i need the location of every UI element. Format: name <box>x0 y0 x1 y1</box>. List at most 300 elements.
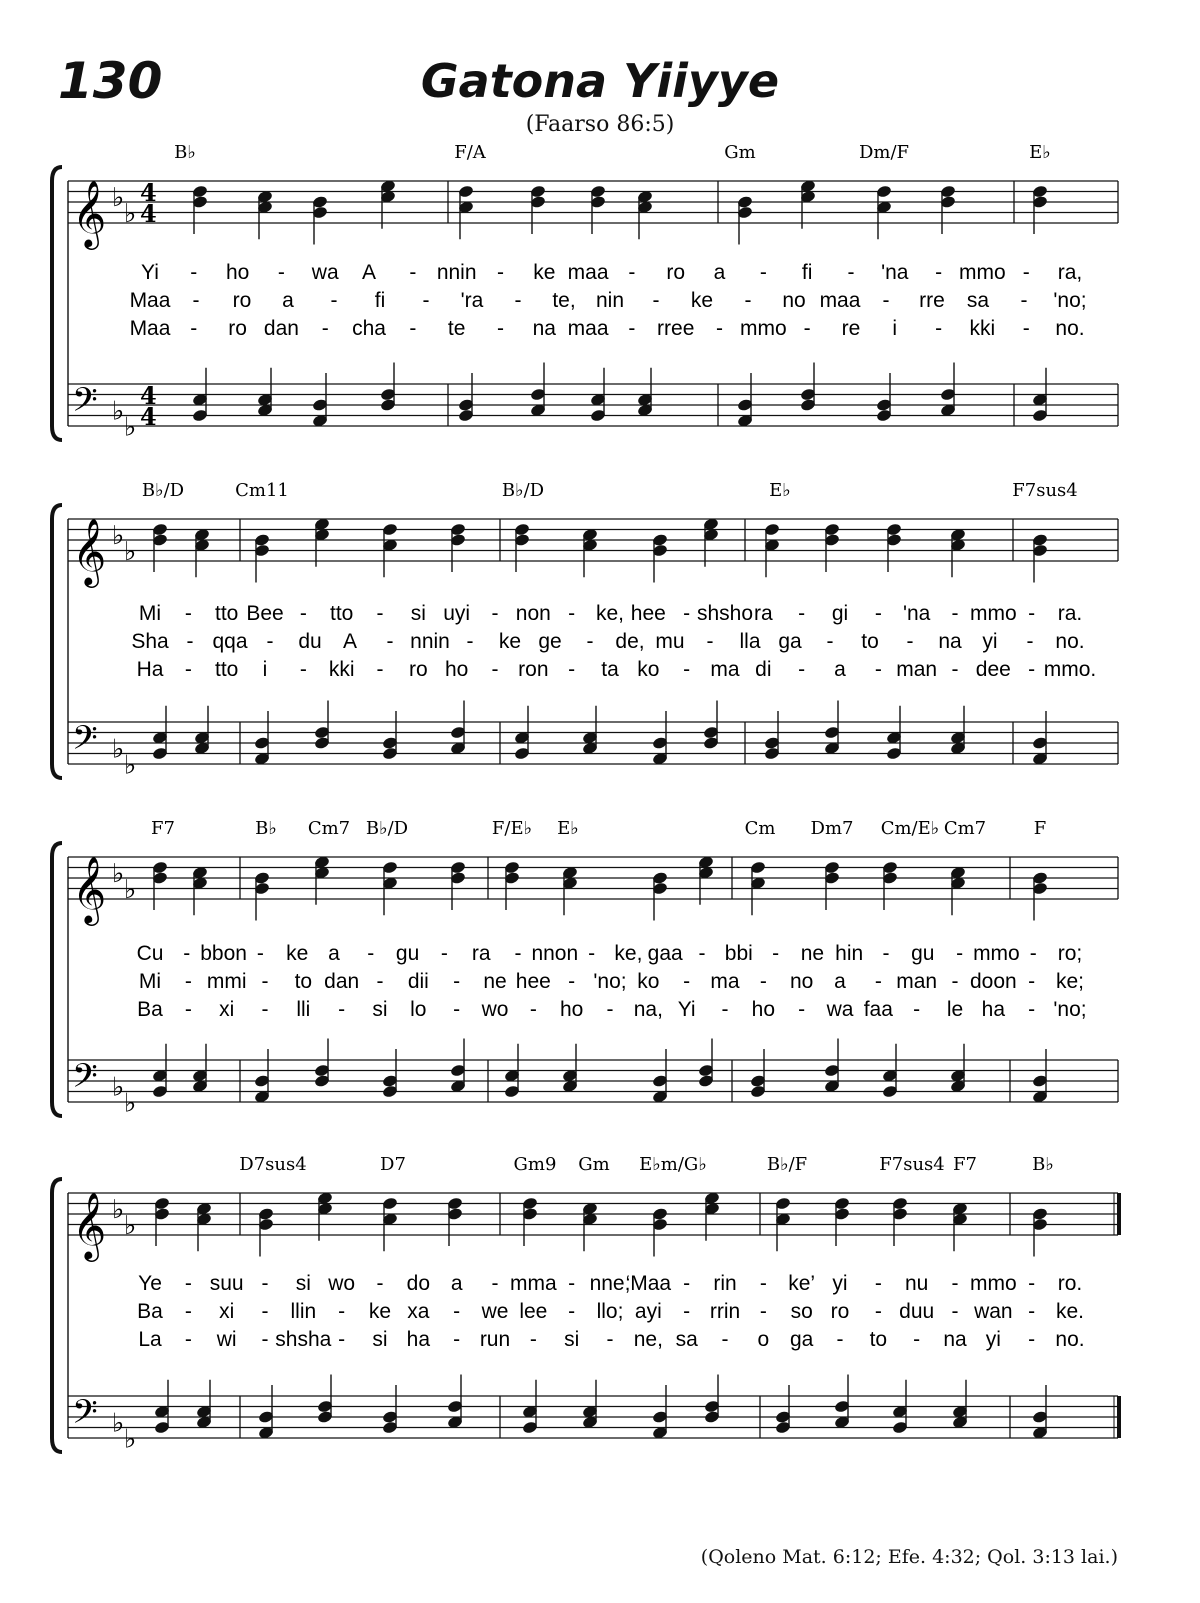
system-1 <box>52 142 1118 442</box>
lyric-syllable: - <box>376 970 384 993</box>
lyric-syllable: lee <box>519 1300 548 1323</box>
lyric-syllable: wa <box>311 261 339 284</box>
flat-sign: ♭ <box>112 859 125 889</box>
lyric-syllable: Bee <box>246 602 284 625</box>
treble-staff <box>68 1193 1118 1235</box>
flat-sign: ♭ <box>112 1408 125 1439</box>
lyric-syllable: Ha <box>136 658 164 681</box>
lyric-syllable: - <box>847 261 855 284</box>
lyric-syllable: fi <box>801 261 813 284</box>
lyric-syllable: - <box>1028 1300 1036 1323</box>
lyric-syllable: tto <box>214 658 239 681</box>
lyric-syllable: - <box>491 658 499 681</box>
lyric-syllable: bbon <box>200 942 247 965</box>
lyric-syllable: ke <box>690 289 714 312</box>
lyric-syllable: - <box>261 1300 269 1323</box>
lyric-syllable: ko <box>637 658 660 681</box>
lyric-syllable: maa <box>567 261 609 284</box>
lyric-syllable: ro <box>830 1300 850 1323</box>
lyric-syllable: dan <box>263 317 299 340</box>
lyric-syllable: sa <box>966 289 990 312</box>
lyric-syllable: nin <box>595 289 625 312</box>
lyric-syllable: - <box>586 630 594 653</box>
lyric-syllable: - <box>514 942 522 965</box>
lyric-syllable: - <box>1022 261 1030 284</box>
chord-symbol: B♭ <box>174 142 196 163</box>
lyric-syllable: xa <box>407 1300 430 1323</box>
lyric-syllable: na <box>532 317 556 340</box>
lyric-syllable: non <box>515 602 551 625</box>
lyric-syllable: - <box>951 658 959 681</box>
lyric-syllable: - <box>321 317 329 340</box>
time-signature-digit: 4 <box>140 402 157 431</box>
lyric-syllable: ge <box>538 630 562 653</box>
lyric-syllable: lo <box>410 998 427 1021</box>
treble-clef: 𝄞 <box>72 855 107 923</box>
lyric-syllable: ra. <box>1057 602 1083 625</box>
lyric-syllable: - <box>772 942 780 965</box>
lyric-syllable: rin <box>713 1272 737 1295</box>
lyric-syllable: - <box>266 630 274 653</box>
bass-staff <box>68 1393 1118 1440</box>
lyric-syllable: gi <box>831 602 849 625</box>
lyric-syllable: Ba <box>137 1300 163 1323</box>
chord-symbol: B♭/D <box>365 818 409 839</box>
lyric-syllable: - <box>1028 1328 1036 1351</box>
lyric-syllable: wa <box>826 998 854 1021</box>
lyric-syllable: bbi <box>724 942 753 965</box>
lyric-syllable: - <box>184 1300 192 1323</box>
lyric-syllable: si <box>372 1328 388 1351</box>
lyric-syllable: - <box>874 1300 882 1323</box>
lyric-syllable: yi <box>832 1272 848 1295</box>
lyric-syllable: maa <box>567 317 609 340</box>
lyric-syllable: mma <box>509 1272 557 1295</box>
lyric-syllable: - <box>716 317 724 340</box>
lyric-syllable: - <box>759 1272 767 1295</box>
lyric-syllable: nne, <box>589 1272 631 1295</box>
lyric-syllable: i <box>262 658 268 681</box>
lyric-syllable: man <box>896 970 938 993</box>
lyric-syllable: - <box>330 289 338 312</box>
chord-symbol: B♭ <box>1032 1154 1054 1175</box>
lyric-syllable: Maa <box>129 317 171 340</box>
lyric-syllable: - <box>874 1272 882 1295</box>
lyric-syllable: te, <box>552 289 576 312</box>
lyric-syllable: - <box>440 942 448 965</box>
lyric-syllable: - <box>759 261 767 284</box>
lyric-syllable: ga <box>778 630 802 653</box>
lyric-syllable: - <box>453 970 461 993</box>
lyric-syllable: ke <box>533 261 556 284</box>
lyric-syllable: ro. <box>1057 1272 1083 1295</box>
lyric-syllable: - <box>951 602 959 625</box>
lyric-syllable: - <box>491 602 499 625</box>
lyric-syllable: - <box>190 261 198 284</box>
lyric-syllable: mmo <box>959 261 1006 284</box>
lyric-syllable: - <box>683 970 691 993</box>
lyric-syllable: ra <box>471 942 491 965</box>
system-bracket <box>52 167 62 440</box>
lyric-syllable: - <box>192 289 200 312</box>
chord-symbol: Cm11 <box>235 480 289 501</box>
lyric-syllable: - <box>184 970 192 993</box>
lyric-syllable: Yi <box>141 261 159 284</box>
hymn-title: Gatona Yiiyye <box>420 54 780 108</box>
lyric-syllable: na, <box>633 998 663 1021</box>
chord-symbol: E♭m/G♭ <box>639 1154 707 1175</box>
flat-sign: ♭ <box>124 750 137 781</box>
lyric-syllable: to <box>861 630 879 653</box>
lyric-syllable: ke; <box>1055 970 1085 993</box>
lyric-syllable: - <box>529 998 537 1021</box>
lyric-syllable: ron <box>518 658 549 681</box>
lyric-syllable: - <box>683 1300 691 1323</box>
lyric-syllable: tto <box>329 602 354 625</box>
lyric-syllable: maa <box>819 289 861 312</box>
chord-symbol: E♭ <box>1029 142 1051 163</box>
lyric-syllable: - <box>338 998 346 1021</box>
lyric-syllable: - <box>683 658 691 681</box>
lyric-syllable: a <box>713 261 726 284</box>
lyric-syllable: - <box>367 942 375 965</box>
lyric-syllable: - <box>453 1328 461 1351</box>
lyric-syllable: Yi <box>677 998 696 1021</box>
lyric-syllable: ho <box>751 998 776 1021</box>
lyric-syllable: - <box>568 658 576 681</box>
treble-staff <box>68 519 1118 561</box>
lyric-syllable: - <box>882 289 890 312</box>
lyric-syllable: 'no; <box>1053 998 1087 1021</box>
lyric-syllable: mmo <box>969 1272 1017 1295</box>
lyric-syllable: mmi <box>206 970 247 993</box>
lyric-syllable: - <box>1026 630 1034 653</box>
lyric-syllable: Sha <box>131 630 169 653</box>
lyric-syllable: - <box>422 289 430 312</box>
lyric-syllable: - <box>1028 1272 1036 1295</box>
system-2 <box>52 480 1118 780</box>
lyric-syllable: si <box>410 602 426 625</box>
lyric-syllable: - <box>466 630 474 653</box>
lyric-syllable: no <box>782 289 806 312</box>
lyric-syllable: 'ra <box>460 289 484 312</box>
lyric-syllable: - <box>453 1300 461 1323</box>
lyric-syllable: cha <box>352 317 386 340</box>
lyric-syllable: La <box>138 1328 162 1351</box>
lyric-syllable: ke <box>286 942 309 965</box>
lyric-syllable: - <box>683 1272 691 1295</box>
lyric-syllable: llin <box>290 1300 317 1323</box>
lyric-syllable: llo; <box>596 1300 624 1323</box>
lyric-syllable: ro <box>232 289 252 312</box>
lyric-syllable: na <box>943 1328 967 1351</box>
lyric-syllable: - <box>836 1328 844 1351</box>
lyric-syllable: A <box>362 261 377 284</box>
lyric-syllable: lla <box>739 630 761 653</box>
lyric-syllable: ke, <box>595 602 625 625</box>
chord-symbol: F/E♭ <box>491 818 533 839</box>
lyric-syllable: ne <box>483 970 507 993</box>
chord-symbol: Cm/E♭ <box>880 818 940 839</box>
lyric-syllable: i <box>892 317 898 340</box>
lyric-syllable: mmo <box>969 602 1017 625</box>
lyric-syllable: kki <box>328 658 355 681</box>
lyric-syllable: - <box>338 1328 346 1351</box>
lyric-syllable: qqa <box>212 630 248 653</box>
lyric-syllable: yi <box>982 630 998 653</box>
lyric-syllable: - <box>386 630 394 653</box>
chord-symbol: E♭ <box>769 480 791 501</box>
lyric-syllable: Mi <box>138 602 162 625</box>
lyric-syllable: - <box>1020 289 1028 312</box>
lyric-syllable: - <box>874 658 882 681</box>
lyric-syllable: de, <box>615 630 645 653</box>
lyric-syllable: - <box>184 1328 192 1351</box>
system-4 <box>52 1154 1119 1454</box>
lyric-syllable: - <box>299 602 307 625</box>
lyric-syllable: - <box>606 998 614 1021</box>
lyric-syllable: 'na <box>881 261 909 284</box>
lyric-syllable: - <box>759 1300 767 1323</box>
flat-sign: ♭ <box>124 1210 137 1241</box>
lyric-syllable: - <box>184 1272 192 1295</box>
lyric-syllable: ho <box>225 261 250 284</box>
flat-sign: ♭ <box>124 1088 137 1119</box>
chord-symbol: B♭/F <box>766 1154 808 1175</box>
treble-clef: 𝄞 <box>72 1191 107 1259</box>
flat-sign: ♭ <box>124 874 137 905</box>
lyric-syllable: duu <box>899 1300 935 1323</box>
lyric-syllable: 'no; <box>593 970 627 993</box>
lyric-syllable: re <box>841 317 861 340</box>
flat-sign: ♭ <box>124 198 137 229</box>
treble-staff <box>68 857 1118 899</box>
chord-symbol: B♭/D <box>141 480 185 501</box>
lyric-syllable: man <box>896 658 938 681</box>
lyric-syllable: - <box>721 1328 729 1351</box>
lyric-syllable: A <box>342 630 358 653</box>
lyric-syllable: - <box>1028 970 1036 993</box>
lyric-syllable: - <box>184 658 192 681</box>
lyric-syllable: - <box>951 1300 959 1323</box>
lyric-syllable: 'na <box>902 602 931 625</box>
chord-symbol: Cm7 <box>307 818 351 839</box>
lyric-syllable: - <box>491 1272 499 1295</box>
lyric-syllable: - <box>951 970 959 993</box>
lyric-syllable: - <box>744 289 752 312</box>
lyric-line-3 <box>137 658 1097 681</box>
chord-symbol: F <box>1033 818 1047 839</box>
lyric-syllable: ma <box>710 658 740 681</box>
chord-symbol: E♭ <box>557 818 579 839</box>
lyric-syllable: - <box>261 998 269 1021</box>
system-bracket <box>52 505 62 778</box>
lyric-syllable: - <box>514 289 522 312</box>
lyric-line-1 <box>137 942 1083 965</box>
lyric-syllable: rrin <box>709 1300 741 1323</box>
chord-symbol: D7 <box>380 1154 406 1175</box>
lyric-syllable: - <box>256 942 264 965</box>
chord-symbol: F7 <box>953 1154 977 1175</box>
lyric-syllable: no. <box>1055 630 1085 653</box>
lyric-syllable: - <box>1028 998 1036 1021</box>
lyric-syllable: mmo. <box>1043 658 1097 681</box>
lyric-syllable: ne <box>800 942 825 965</box>
lyric-syllable: ra, <box>1057 261 1083 284</box>
lyric-syllable: hee <box>630 602 666 625</box>
lyric-syllable: wan <box>974 1300 1013 1323</box>
lyric-syllable: - <box>951 1272 959 1295</box>
lyric-syllable: - <box>874 970 882 993</box>
lyric-syllable: - <box>568 1300 576 1323</box>
lyric-syllable: suu <box>209 1272 244 1295</box>
flat-sign: ♭ <box>124 536 137 567</box>
lyric-syllable: a <box>450 1272 463 1295</box>
lyric-syllable: no. <box>1055 317 1085 340</box>
lyric-syllable: mu <box>655 630 685 653</box>
lyric-syllable: sa <box>675 1328 698 1351</box>
system-3 <box>52 818 1118 1118</box>
lyric-syllable: ke. <box>1055 1300 1085 1323</box>
lyric-syllable: uyi <box>443 602 471 625</box>
lyric-syllable: - <box>261 1272 269 1295</box>
lyric-syllable: 'no; <box>1053 289 1087 312</box>
lyric-syllable: hin <box>835 942 864 965</box>
lyric-syllable: - <box>496 261 504 284</box>
lyric-syllable: - <box>376 658 384 681</box>
flat-sign: ♭ <box>112 396 125 427</box>
lyric-syllable: - <box>913 998 921 1021</box>
lyric-syllable: si <box>372 998 388 1021</box>
lyric-syllable: Mi <box>138 970 162 993</box>
lyric-syllable: fi <box>374 289 386 312</box>
lyric-syllable: - <box>935 317 943 340</box>
lyric-syllable: te <box>447 317 466 340</box>
lyric-syllable: - <box>261 1328 269 1351</box>
lyric-syllable: dan <box>324 970 360 993</box>
lyric-syllable: yi <box>985 1328 1001 1351</box>
lyric-syllable: mmo <box>739 317 787 340</box>
lyric-line-2 <box>131 630 1084 653</box>
scripture-reference: (Faarso 86:5) <box>525 112 675 137</box>
lyric-syllable: ho <box>444 658 469 681</box>
bass-staff <box>68 1057 1118 1104</box>
flat-sign: ♭ <box>112 183 125 213</box>
lyric-syllable: - <box>376 602 384 625</box>
chord-symbol: F7 <box>151 818 175 839</box>
footnote: (Qoleno Mat. 6:12; Efe. 4:32; Qol. 3:13 lai.) <box>700 1546 1118 1568</box>
lyric-syllable: ma <box>710 970 740 993</box>
lyric-syllable: - <box>568 1272 576 1295</box>
lyric-syllable: to <box>869 1328 888 1351</box>
chord-symbol: D7sus4 <box>239 1154 307 1175</box>
flat-sign: ♭ <box>124 412 137 443</box>
bass-clef: 𝄢 <box>72 1393 98 1440</box>
lyric-syllable: mmo <box>973 942 1020 965</box>
lyric-line-2 <box>130 289 1087 312</box>
lyric-line-3 <box>138 1328 1084 1351</box>
lyric-syllable: a <box>282 289 294 312</box>
lyric-syllable: - <box>409 261 417 284</box>
lyric-syllable: - <box>277 261 285 284</box>
lyric-syllable: - <box>628 317 636 340</box>
lyric-syllable: - <box>453 998 461 1021</box>
lyric-syllable: shsha <box>275 1328 332 1351</box>
lyric-syllable: ‘Maa <box>625 1272 672 1295</box>
lyric-syllable: Maa <box>129 289 171 312</box>
bass-clef: 𝄢 <box>72 1057 98 1104</box>
lyric-syllable: ro; <box>1057 942 1083 965</box>
lyric-syllable: rre <box>919 289 945 312</box>
lyric-syllable: so <box>790 1300 813 1323</box>
lyric-syllable: xi <box>219 998 235 1021</box>
lyric-syllable: - <box>299 658 307 681</box>
bass-clef: 𝄢 <box>72 719 98 766</box>
lyric-line-1 <box>139 602 1082 625</box>
lyric-syllable: a <box>328 942 340 965</box>
treble-clef: 𝄞 <box>72 179 107 247</box>
lyric-syllable: nnon <box>531 942 579 965</box>
time-signature-digit: 4 <box>140 199 157 228</box>
lyric-syllable: run <box>479 1328 511 1351</box>
lyric-syllable: - <box>721 998 729 1021</box>
lyric-syllable: - <box>759 970 767 993</box>
lyric-syllable: to <box>294 970 313 993</box>
lyric-syllable: rree <box>657 317 695 340</box>
chord-symbol: F7sus4 <box>1012 480 1078 501</box>
lyric-syllable: ko <box>637 970 660 993</box>
lyric-line-2 <box>139 970 1084 993</box>
lyric-syllable: du <box>298 630 322 653</box>
lyric-syllable: - <box>1022 317 1030 340</box>
chord-symbol: Gm <box>724 142 756 163</box>
lyric-syllable: - <box>184 998 192 1021</box>
lyric-syllable: ha <box>406 1328 431 1351</box>
lyric-syllable: di <box>755 658 772 681</box>
lyric-syllable: - <box>882 942 890 965</box>
lyric-syllable: - <box>184 602 192 625</box>
lyric-syllable: wo <box>481 998 509 1021</box>
lyric-syllable: - <box>628 261 636 284</box>
lyric-syllable: no. <box>1055 1328 1085 1351</box>
lyric-syllable: lli <box>296 998 311 1021</box>
system-bracket <box>52 1179 62 1452</box>
lyric-syllable: - <box>568 970 576 993</box>
lyric-syllable: hee <box>515 970 551 993</box>
lyric-syllable: ho <box>559 998 584 1021</box>
flat-sign: ♭ <box>112 521 125 551</box>
flat-sign: ♭ <box>112 1072 125 1103</box>
chord-symbol: Gm <box>578 1154 610 1175</box>
lyric-syllable: - <box>568 602 576 625</box>
lyric-syllable: ha <box>981 998 1006 1021</box>
lyric-syllable: ta <box>601 658 619 681</box>
chord-symbol: Gm9 <box>513 1154 557 1175</box>
chord-symbol: Dm7 <box>810 818 854 839</box>
lyric-syllable: a <box>834 970 846 993</box>
lyric-syllable: - <box>652 289 660 312</box>
lyric-syllable: si <box>295 1272 311 1295</box>
lyric-syllable: ro <box>666 261 686 284</box>
lyric-syllable: faa <box>863 998 893 1021</box>
lyric-syllable: - <box>706 630 714 653</box>
lyric-syllable: - <box>935 261 943 284</box>
lyric-line-1 <box>141 261 1082 284</box>
lyric-syllable: ga <box>789 1328 814 1351</box>
bass-staff <box>68 719 1118 766</box>
lyric-syllable: - <box>913 1328 921 1351</box>
lyric-syllable: - <box>261 970 269 993</box>
